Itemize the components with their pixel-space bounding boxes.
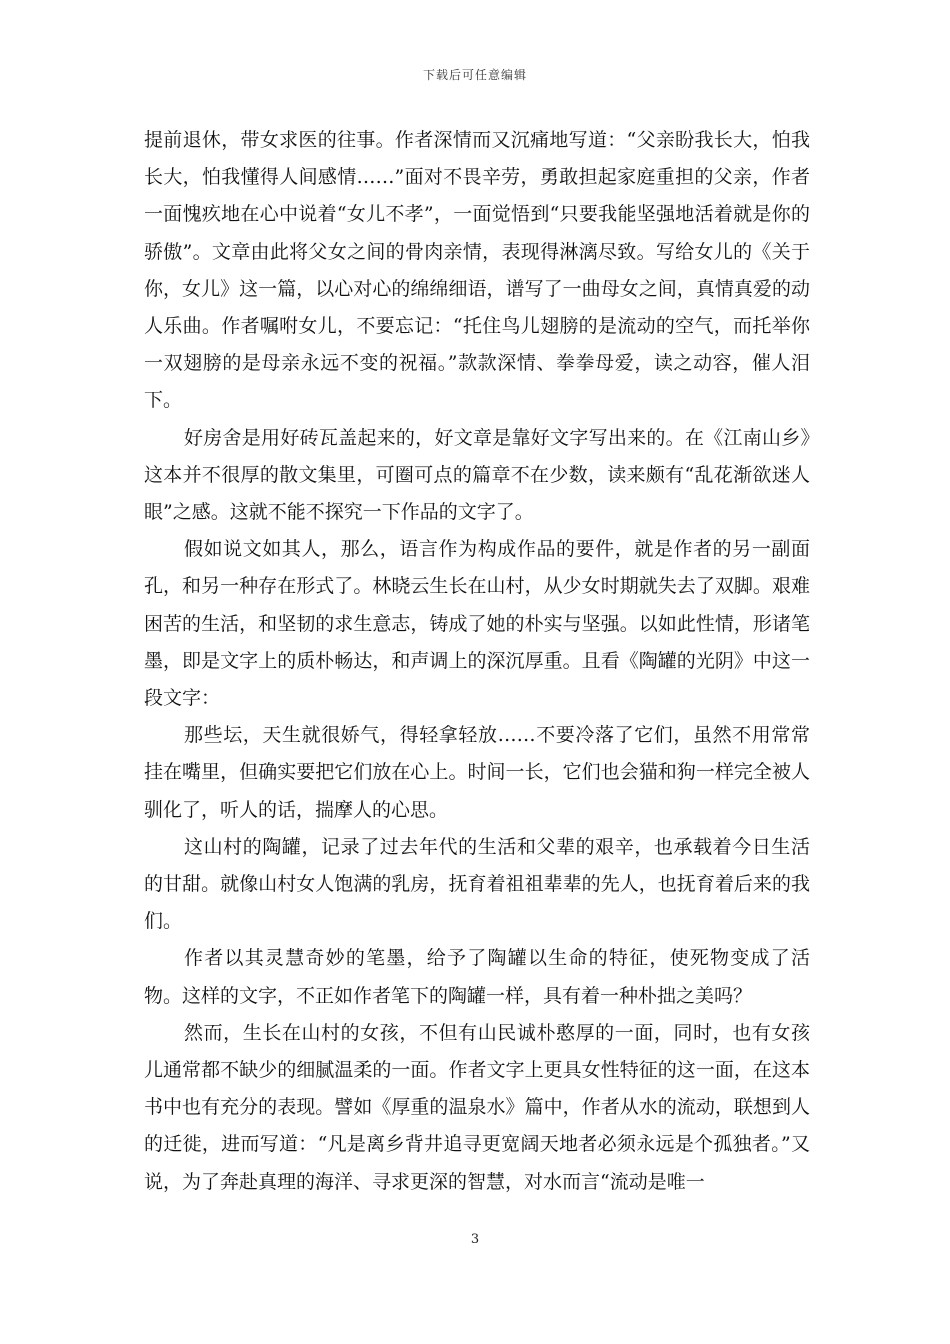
page-number: 3: [470, 1232, 480, 1247]
paragraph-1: 提前退休，带女求医的往事。作者深情而又沉痛地写道：“父亲盼我长大，怕我长大，怕我懂得人间感情……”面对不畏辛劳，勇敢担起家庭重担的父亲，作者一面愧疚地在心中说着“女儿不孝”，一面觉悟到“只要我能坚强地活着就是你的骄傲”。文章由此将父女之间的骨肉亲情，表现得淋漓尽致。写给女儿的《关于你，女儿》这一篇，以心对心的绵绵细语，谱写了一曲母女之间，真情真爱的动人乐曲。作者嘱咐女儿，不要忘记：“托住鸟儿翅膀的是流动的空气，而托举你一双翅膀的是母亲永远不变的祝福。”款款深情、拳拳母爱，读之动容，催人泪下。: [144, 129, 810, 412]
page-header: 下载后可任意编辑: [422, 68, 527, 82]
paragraph-7: 然而，生长在山村的女孩，不但有山民诚朴憨厚的一面，同时，也有女孩儿通常都不缺少的细腻温柔的一面。作者文字上更具女性特征的这一面，在这本书中也有充分的表现。譬如《厚重的温泉水》篇中，作者从水的流动，联想到人的迁徙，进而写道：“凡是离乡背井追寻更宽阔天地者必须永远是个孤独者。”又说，为了奔赴真理的海洋、寻求更深的智慧，对水而言“流动是唯一: [144, 1021, 810, 1193]
quoted-paragraph-2: 这山村的陶罐，记录了过去年代的生活和父辈的艰辛，也承载着今日生活的甘甜。就像山村女人饱满的乳房，抚育着祖祖辈辈的先人，也抚育着后来的我们。: [144, 835, 810, 933]
paragraph-3: 假如说文如其人，那么，语言作为构成作品的要件，就是作者的另一副面孔，和另一种存在形式了。林晓云生长在山村，从少女时期就失去了双脚。艰难困苦的生活，和坚韧的求生意志，铸成了她的朴实与坚强。以如此性情，形诸笔墨，即是文字上的质朴畅达，和声调上的深沉厚重。且看《陶罐的光阴》中这一段文字：: [144, 538, 810, 710]
document-body: [144, 122, 810, 1201]
quoted-paragraph-1: 那些坛，天生就很娇气，得轻拿轻放……不要冷落了它们，虽然不用常常挂在嘴里，但确实要把它们放在心上。时间一长，它们也会猫和狗一样完全被人驯化了，听人的话，揣摩人的心思。: [144, 724, 810, 821]
paragraph-2: 好房舍是用好砖瓦盖起来的，好文章是靠好文字写出来的。在《江南山乡》这本并不很厚的散文集里，可圈可点的篇章不在少数，读来颇有“乱花渐欲迷人眼”之感。这就不能不探究一下作品的文字了。: [144, 426, 810, 524]
paragraph-6: 作者以其灵慧奇妙的笔墨，给予了陶罐以生命的特征，使死物变成了活物。这样的文字，不正如作者笔下的陶罐一样，具有着一种朴拙之美吗？: [144, 947, 810, 1007]
